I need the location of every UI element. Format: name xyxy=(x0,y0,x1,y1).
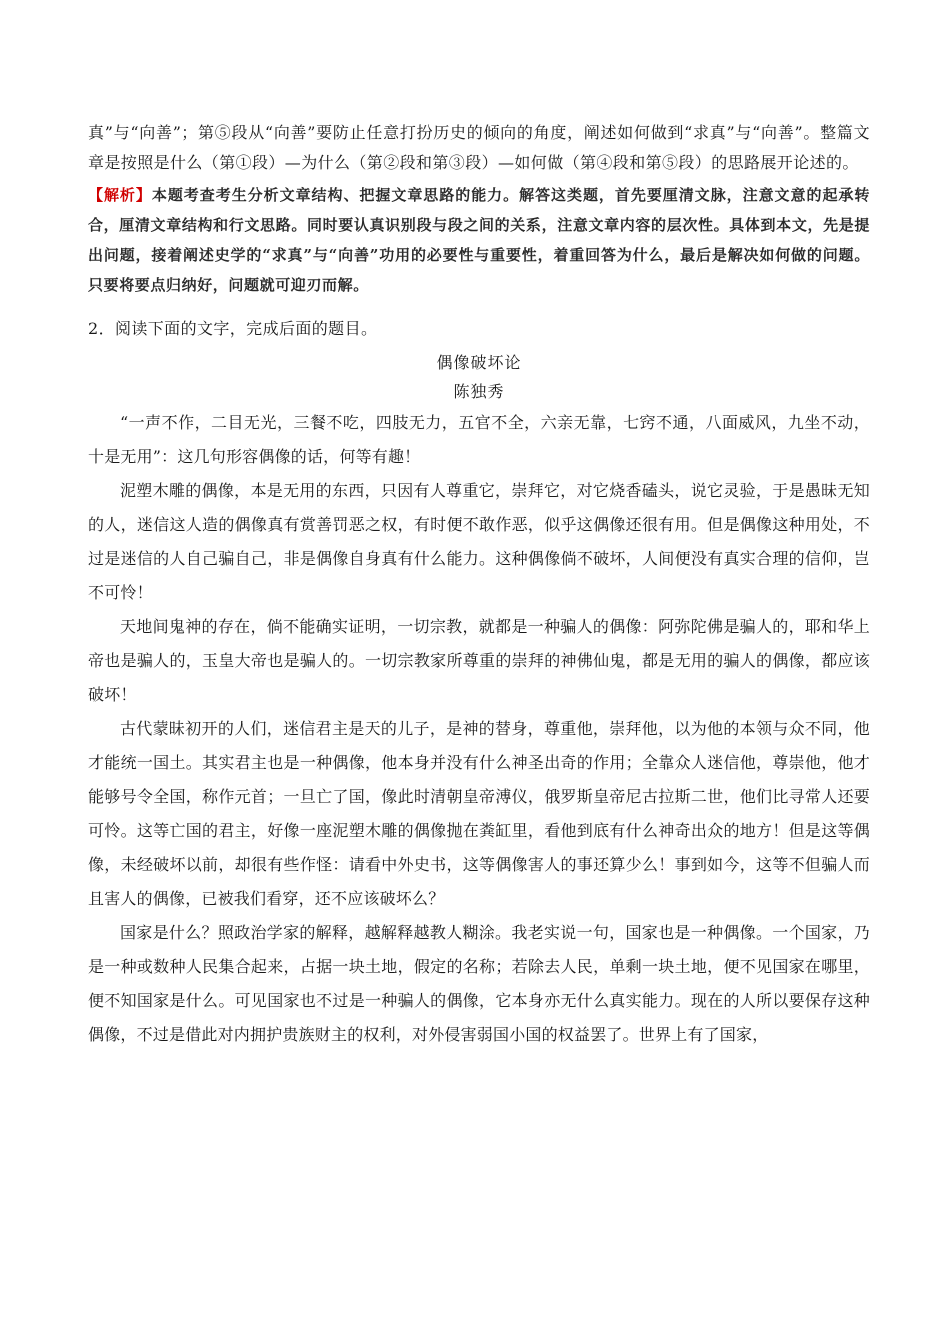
analysis-tag: 【解析】 xyxy=(88,186,152,204)
article-paragraph: 国家是什么？照政治学家的解释，越解释越教人糊涂。我老实说一句，国家也是一种偶像。一个国家，乃是一种或数种人民集合起来，占据一块土地，假定的名称；若除去人民，单剩一块土地，便不见国家在哪里，便不知国家是什么。可见国家也不过是一种骗人的偶像，它本身亦无什么真实能力。现在的人所以要保存这种偶像，不过是借此对内拥护贵族财主的权利，对外侵害弱国小国的权益罢了。世界上有了国家， xyxy=(88,923,870,1044)
article-paragraph: “一声不作，二目无光，三餐不吃，四肢无力，五官不全，六亲无靠，七窍不通，八面威风，九坐不动，十是无用”：这几句形容偶像的话，何等有趣！ xyxy=(88,413,870,466)
article-paragraph: 天地间鬼神的存在，倘不能确实证明，一切宗教，就都是一种骗人的偶像：阿弥陀佛是骗人的，耶和华上帝也是骗人的，玉皇大帝也是骗人的。一切宗教家所尊重的崇拜的神佛仙鬼，都是无用的骗人的偶像，都应该破坏！ xyxy=(88,617,870,704)
question-heading: 2．阅读下面的文字，完成后面的题目。 xyxy=(88,319,378,338)
article-title: 偶像破坏论 xyxy=(436,353,522,372)
analysis-paragraph xyxy=(88,180,870,300)
article-body xyxy=(88,406,870,1052)
document-page xyxy=(88,118,870,1052)
article-paragraph: 古代蒙昧初开的人们，迷信君主是天的儿子，是神的替身，尊重他，崇拜他，以为他的本领与众不同，他才能统一国土。其实君主也是一种偶像，他本身并没有什么神圣出奇的作用；全靠众人迷信他，尊崇他，他才能够号令全国，称作元首；一旦亡了国，像此时清朝皇帝溥仪，俄罗斯皇帝尼古拉斯二世，他们比寻常人还要可怜。这等亡国的君主，好像一座泥塑木雕的偶像抛在粪缸里，看他到底有什么神奇出众的地方！但是这等偶像，未经破坏以前，却很有些作怪：请看中外史书，这等偶像害人的事还算少么！事到如今，这等不但骗人而且害人的偶像，已被我们看穿，还不应该破坏么？ xyxy=(88,719,870,908)
intro-paragraph: 真”与“向善”；第⑤段从“向善”要防止任意打扮历史的倾向的角度，阐述如何做到“求真”与“向善”。整篇文章是按照是什么（第①段）—为什么（第②段和第③段）—如何做（第④段和第⑤段）的思路展开论述的。 xyxy=(88,123,870,172)
article-paragraph: 泥塑木雕的偶像，本是无用的东西，只因有人尊重它，崇拜它，对它烧香磕头，说它灵验，于是愚昧无知的人，迷信这人造的偶像真有赏善罚恶之权，有时便不敢作恶，似乎这偶像还很有用。但是偶像这种用处，不过是迷信的人自己骗自己，非是偶像自身真有什么能力。这种偶像倘不破坏，人间便没有真实合理的信仰，岂不可怜！ xyxy=(88,481,870,602)
article-author: 陈独秀 xyxy=(453,382,505,401)
spacer xyxy=(88,300,870,314)
analysis-text: 本题考查考生分析文章结构、把握文章思路的能力。解答这类题，首先要厘清文脉，注意文意的起承转合，厘清文章结构和行文思路。同时要认真识别段与段之间的关系，注意文章内容的层次性。具体到本文，先是提出问题，接着阐述史学的“求真”与“向善”功用的必要性与重要性，着重回答为什么，最后是解决如何做的问题。只要将要点归纳好，问题就可迎刃而解。 xyxy=(88,186,870,294)
